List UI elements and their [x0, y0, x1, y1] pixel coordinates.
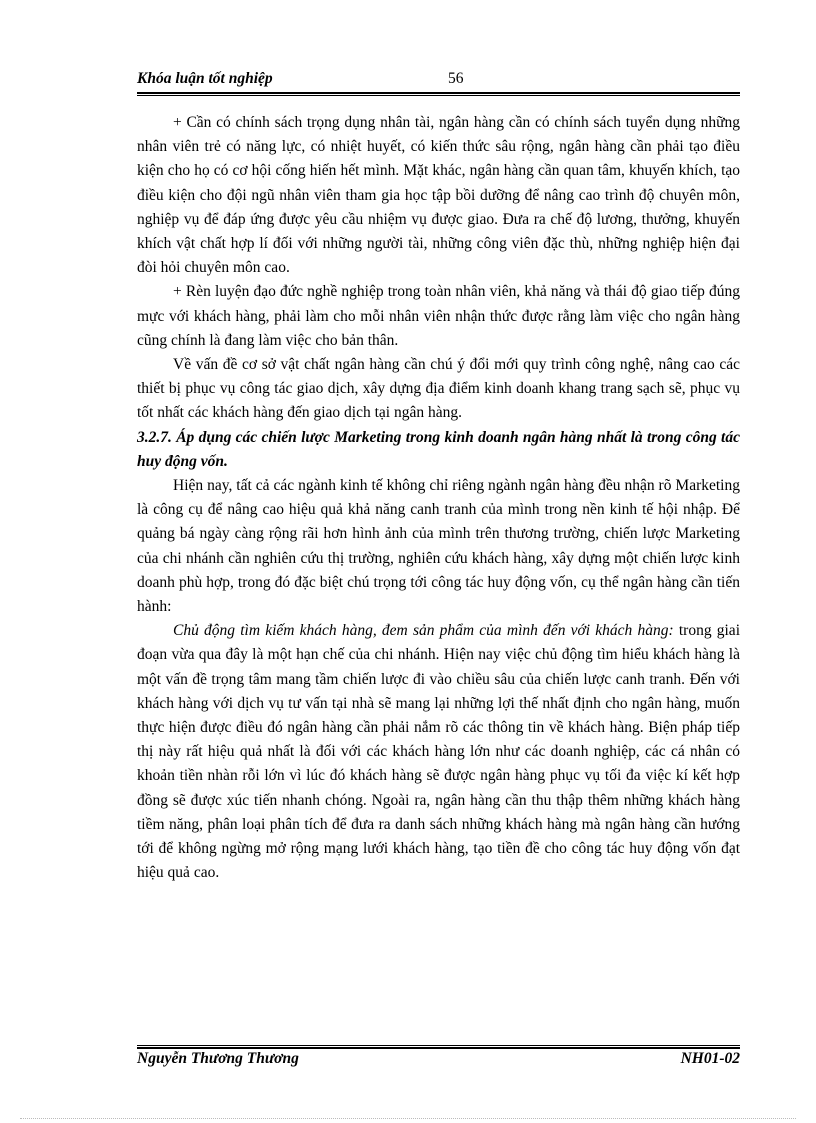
header-title: Khóa luận tốt nghiệp [137, 70, 273, 87]
page-bottom-border [20, 1118, 796, 1119]
footer-divider [137, 1045, 740, 1049]
footer-code: NH01-02 [680, 1050, 740, 1067]
section-heading: 3.2.7. Áp dụng các chiến lược Marketing trong kinh doanh ngân hàng nhất là trong công tác huy động vốn. [137, 428, 740, 470]
page-number: 56 [448, 70, 464, 87]
outreach-lead-phrase: Chủ động tìm kiếm khách hàng, đem sản phẩm của mình đến với khách hàng: [173, 622, 674, 640]
page-footer [137, 1050, 740, 1072]
paragraph-facilities: Về vấn đề cơ sở vật chất ngân hàng cần chú ý đổi mới quy trình công nghệ, nâng cao các thiết bị phục vụ công tác giao dịch, xây dựng địa điểm kinh doanh khang trang sạch sẽ, phục vụ tốt nhất các khách hàng đến giao dịch tại ngân hàng. [137, 356, 740, 422]
paragraph-ethics-training: + Rèn luyện đạo đức nghề nghiệp trong toàn nhân viên, khả năng và thái độ giao tiếp đúng mực với khách hàng, phải làm cho mỗi nhân viên nhận thức được rằng làm việc cho ngân hàng cũng chính là đang làm việc cho bản thân. [137, 283, 740, 349]
outreach-text: trong giai đoạn vừa qua đây là một hạn chế của chi nhánh. Hiện nay việc chủ động tìm hiểu khách hàng là một vấn đề trọng tâm mang tầm chiến lược đi vào chiều sâu của chiến lược canh tranh. Đến với khách hàng với dịch vụ tư vấn tại nhà sẽ mang lại những lợi thế nhất định cho ngân hàng, muốn thực hiện được điều đó ngân hàng cần phải nắm rõ các thông tin về khách hàng. Biện pháp tiếp thị này rất hiệu quả nhất là đối với các khách hàng lớn như các doanh nghiệp, các cá nhân có khoản tiền nhàn rỗi lớn vì lúc đó khách hàng sẽ được ngân hàng phục vụ tối đa việc kí kết hợp đồng sẽ được xúc tiến nhanh chóng. Ngoài ra, ngân hàng cần thu thập thêm những khách hàng tiềm năng, phân loại phân tích để đưa ra danh sách những khách hàng mà ngân hàng cần hướng tới để không ngừng mở rộng mạng lưới khách hàng, tạo tiền đề cho công tác huy động vốn đạt hiệu quả cao. [137, 622, 740, 882]
footer-author: Nguyễn Thương Thương [137, 1050, 299, 1067]
paragraph-talent-policy: + Cần có chính sách trọng dụng nhân tài, ngân hàng cần có chính sách tuyển dụng những nhân viên trẻ có năng lực, có nhiệt huyết, có kiến thức sâu rộng, ngân hàng cần phải tạo điều kiện cho họ có cơ hội cống hiến hết mình. Mặt khác, ngân hàng cần quan tâm, khuyến khích, tạo điều kiện cho đội ngũ nhân viên tham gia học tập bồi dưỡng để nâng cao trình độ chuyên môn, nghiệp vụ để đáp ứng được yêu cầu nhiệm vụ được giao. Đưa ra chế độ lương, thưởng, khuyến khích vật chất hợp lí đối với những người tài, những công viên đặc thù, những nghiệp hiện đại đòi hỏi chuyên môn cao. [137, 114, 740, 277]
paragraph-customer-outreach [137, 619, 740, 885]
body-text [137, 111, 740, 886]
header-divider [137, 92, 740, 96]
paragraph-marketing: Hiện nay, tất cả các ngành kinh tế không chỉ riêng ngành ngân hàng đều nhận rõ Marketing là công cụ để nâng cao hiệu quả khả năng canh tranh của mình trong nền kinh tế hội nhập. Để quảng bá ngày càng rộng rãi hơn hình ảnh của mình trên thương trường, chiến lược Marketing của chi nhánh cần nghiên cứu thị trường, nghiên cứu khách hàng, xây dựng một chiến lược kinh doanh phù hợp, trong đó đặc biệt chú trọng tới công tác huy động vốn, cụ thể ngân hàng cần tiến hành: [137, 477, 740, 616]
page-header [137, 68, 740, 92]
